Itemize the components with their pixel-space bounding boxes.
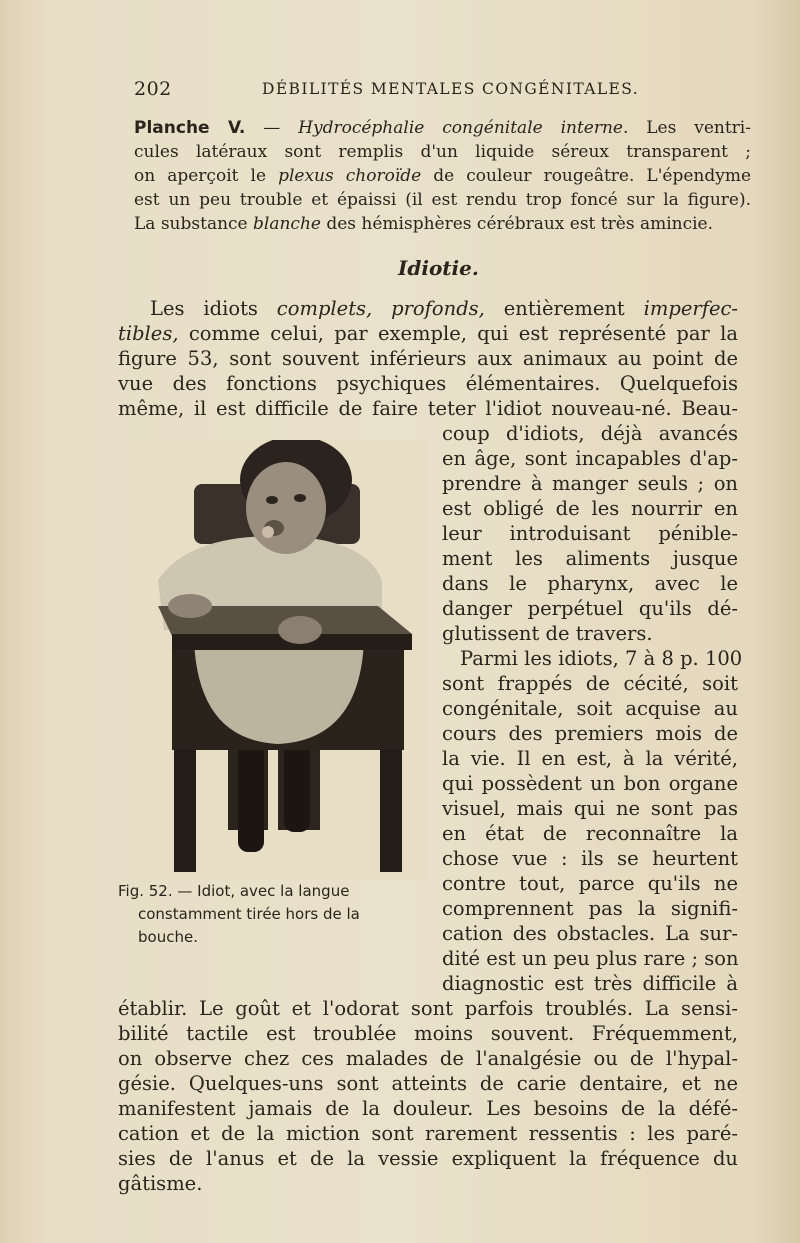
tail-line: sies de l'anus et de la vessie expliquent la fréquence du: [118, 1147, 738, 1170]
wrap-line: cation des obstacles. La sur-: [442, 922, 738, 945]
wrap-line: qui possèdent un bon organe: [442, 772, 738, 795]
wrap-line: coup d'idiots, déjà avancés: [442, 422, 738, 445]
wrap-line: en âge, sont incapables d'ap-: [442, 447, 738, 470]
wrap-line: contre tout, parce qu'ils ne: [442, 872, 738, 895]
wrap-line: dans le pharynx, avec le: [442, 572, 738, 595]
tail-line: gâtisme.: [118, 1172, 203, 1195]
wrap-line: congénitale, soit acquise au: [442, 697, 738, 720]
tail-line: cation et de la miction sont rarement ressentis : les paré-: [118, 1122, 738, 1145]
tail-line: manifestent jamais de la douleur. Les besoins de la défé-: [118, 1097, 738, 1120]
wrap-line: cours des premiers mois de: [442, 722, 738, 745]
wrap-line: visuel, mais qui ne sont pas: [442, 797, 738, 820]
planche-line-2: cules latéraux sont remplis d'un liquide séreux transparent ;: [134, 142, 751, 162]
planche-line-3: on aperçoit le plexus choroïde de couleur rougeâtre. L'épendyme: [134, 166, 752, 186]
tail-line: gésie. Quelques-uns sont atteints de carie dentaire, et ne: [118, 1072, 738, 1095]
planche-label: Planche V.: [134, 118, 246, 138]
figure-caption-line-1: Fig. 52. — Idiot, avec la langue: [118, 882, 350, 900]
wrap-line: glutissent de travers.: [442, 622, 653, 645]
figure-caption-line-2: constamment tirée hors de la: [138, 905, 360, 923]
planche-line-4: est un peu trouble et épaissi (il est rendu trop foncé sur la figure).: [134, 190, 751, 210]
wrap-line: comprennent pas la signifi-: [442, 897, 738, 920]
child-in-chair-illustration: [128, 440, 426, 880]
wrap-line: dité est un peu plus rare ; son: [442, 947, 739, 970]
wrap-line: prendre à manger seuls ; on: [442, 472, 738, 495]
tail-line: bilité tactile est troublée moins souvent. Fréquemment,: [118, 1022, 738, 1045]
wrap-line: est obligé de les nourrir en: [442, 497, 738, 520]
body-line-3: figure 53, sont souvent inférieurs aux animaux au point de: [118, 347, 738, 370]
page-number: 202: [134, 78, 172, 100]
running-title: DÉBILITÉS MENTALES CONGÉNITALES.: [262, 80, 640, 98]
figure-caption-line-3: bouche.: [138, 928, 198, 946]
section-heading: Idiotie.: [398, 256, 479, 280]
wrap-line: sont frappés de cécité, soit: [442, 672, 738, 695]
page-header: [134, 78, 754, 102]
wrap-line: ment les aliments jusque: [442, 547, 738, 570]
tail-line: établir. Le goût et l'odorat sont parfois troublés. La sensi-: [118, 997, 738, 1020]
body-line-2: tibles, comme celui, par exemple, qui est représenté par la: [118, 322, 738, 345]
wrap-line: leur introduisant pénible-: [442, 522, 738, 545]
tail-line: on observe chez ces malades de l'analgésie ou de l'hypal-: [118, 1047, 738, 1070]
figure-52-photo: [128, 440, 426, 880]
wrap-line: chose vue : ils se heurtent: [442, 847, 738, 870]
planche-line-5: La substance blanche des hémisphères cérébraux est très amincie.: [134, 214, 714, 234]
wrap-line: la vie. Il en est, à la vérité,: [442, 747, 738, 770]
wrap-line: danger perpétuel qu'ils dé-: [442, 597, 738, 620]
body-line-4: vue des fonctions psychiques élémentaires. Quelquefois: [118, 372, 738, 395]
body-line-1: Les idiots complets, profonds, entièrement imperfec-: [150, 297, 738, 320]
planche-line-1: Planche V. — Hydrocéphalie congénitale interne. Les ventri-: [134, 118, 751, 138]
wrap-line: diagnostic est très difficile à: [442, 972, 738, 995]
wrap-line: en état de reconnaître la: [442, 822, 738, 845]
planche-title: Hydrocéphalie congénitale interne.: [298, 118, 629, 138]
wrap-line: Parmi les idiots, 7 à 8 p. 100: [460, 647, 743, 670]
body-line-5: même, il est difficile de faire teter l'idiot nouveau-né. Beau-: [118, 397, 738, 420]
